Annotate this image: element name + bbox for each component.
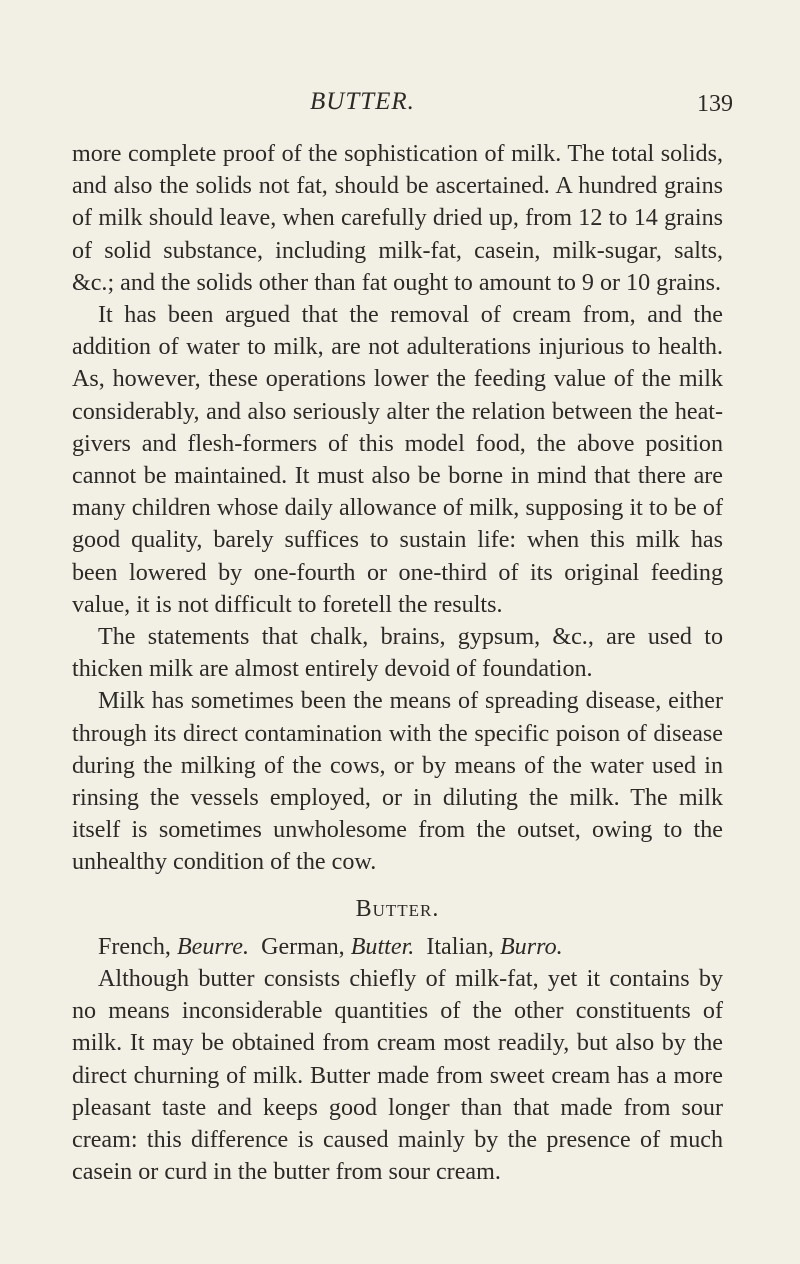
- german-name: Butter.: [350, 933, 415, 960]
- paragraph-thickeners: The statements that chalk, brains, gypsum, &c., are used to thicken milk are almost entirely devoid of foundation.: [72, 624, 723, 683]
- page-number: 139: [697, 91, 733, 117]
- running-head: BUTTER.: [310, 88, 415, 115]
- body-text: [72, 138, 723, 1189]
- section-heading-butter: Butter.: [355, 895, 440, 922]
- paragraph-butter-composition: Although butter consists chiefly of milk-fat, yet it contains by no means inconsiderable quantities of the other constituents of milk. It may be obtained from cream most readily, but also by the direct churning of milk. Butter made from sweet cream has a more pleasant taste and keeps good longer than that made from sour cream: this difference is caused mainly by the presence of much casein or curd in the butter from sour cream.: [72, 966, 723, 1186]
- paragraph-cream-removal: It has been argued that the removal of cream from, and the addition of water to milk, are not adulterations injurious to health. As, however, these operations lower the feeding value of the milk considerably, and also seriously alter the relation between the heat-givers and flesh-formers of this model food, the above position cannot be maintained. It must also be borne in mind that there are many children whose daily allowance of milk, supposing it to be of good quality, barely suffices to sustain life: when this milk has been lowered by one-fourth or one-third of its original feeding value, it is not difficult to foretell the results.: [72, 302, 723, 618]
- german-label: German,: [261, 933, 345, 960]
- language-names-line: [72, 931, 723, 963]
- italian-label: Italian,: [426, 933, 494, 960]
- french-name: Beurre.: [176, 933, 250, 960]
- paragraph-sophistication-proof: more complete proof of the sophistication of milk. The total solids, and also the solids not fat, should be ascertained. A hundred grains of milk should leave, when carefully dried up, from 12 to 14 grains of solid substance, including milk-fat, casein, milk-sugar, salts, &c.; and the solids other than fat ought to amount to 9 or 10 grains.: [72, 141, 723, 296]
- italian-name: Burro.: [499, 933, 563, 960]
- paragraph-disease: Milk has sometimes been the means of spreading disease, either through its direct contamination with the specific poison of disease during the milking of the cows, or by means of the water used in rinsing the vessels employed, or in diluting the milk. The milk itself is sometimes unwholesome from the outset, owing to the unhealthy condition of the cow.: [72, 688, 723, 876]
- french-label: French,: [98, 933, 171, 960]
